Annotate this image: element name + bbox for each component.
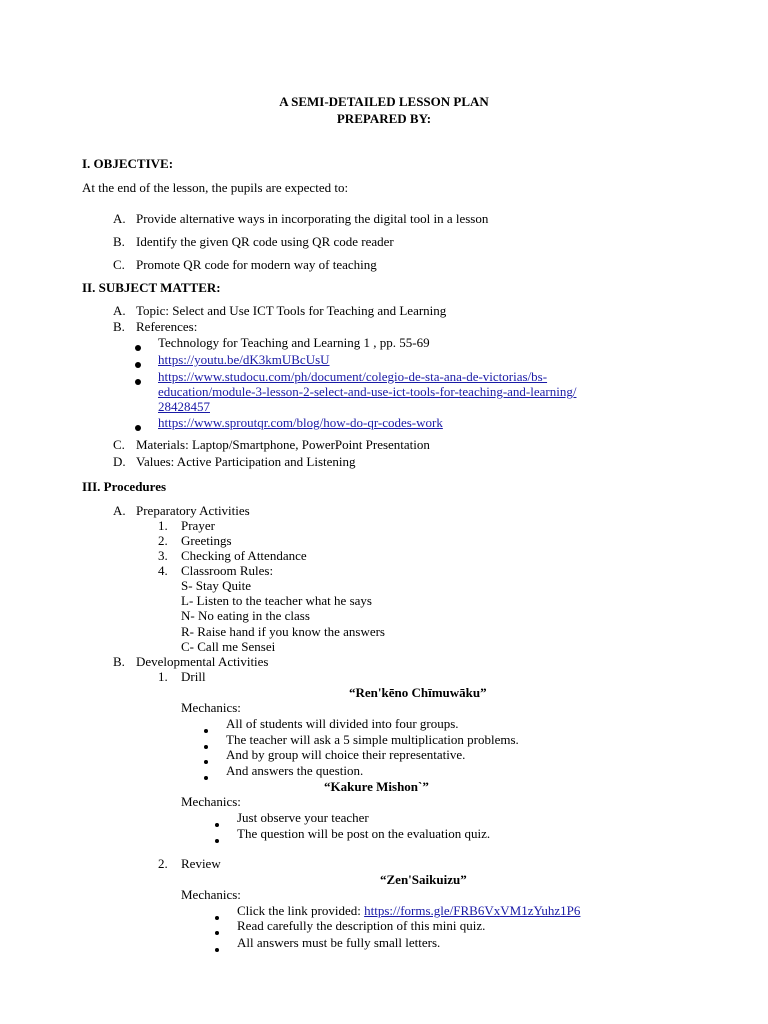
rule-item: L- Listen to the teacher what he says xyxy=(181,593,372,608)
preparatory-activities-label: Preparatory Activities xyxy=(136,503,250,518)
game2-title: “Kakure Mishon`” xyxy=(324,779,429,794)
game3-click-text: Click the link provided: xyxy=(237,903,365,918)
game2-item: The question will be post on the evaluation quiz. xyxy=(237,826,491,841)
subject-marker-a: A. xyxy=(113,303,126,318)
quiz-form-link[interactable]: https://forms.gle/FRB6VxVM1zYuhz1P6 xyxy=(364,903,581,918)
mechanics-label: Mechanics: xyxy=(181,887,241,902)
reference-book: Technology for Teaching and Learning 1 , pp. 55-69 xyxy=(158,335,430,350)
reference-link-studocu-line3[interactable]: 28428457 xyxy=(158,399,210,414)
objective-item-b: Identify the given QR code using QR code reader xyxy=(136,234,394,249)
subject-marker-c: C. xyxy=(113,437,125,452)
review-label: Review xyxy=(181,856,221,871)
game1-item: And by group will choice their representative. xyxy=(226,747,466,762)
bullet-icon xyxy=(135,356,141,371)
bullet-icon xyxy=(204,737,208,752)
objective-marker-c: C. xyxy=(113,257,125,272)
prep-number: 4. xyxy=(158,563,168,578)
game3-title: “Zen'Saikuizu” xyxy=(380,872,467,887)
objective-item-c: Promote QR code for modern way of teaching xyxy=(136,257,377,272)
prepared-by-label: PREPARED BY: xyxy=(336,111,432,126)
game1-title: “Ren'kēno Chīmuwāku” xyxy=(349,685,487,700)
reference-link-studocu-line2[interactable]: education/module-3-lesson-2-select-and-use-ict-tools-for-teaching-and-learning/ xyxy=(158,384,577,399)
objective-intro: At the end of the lesson, the pupils are expected to: xyxy=(82,180,349,195)
reference-link-sproutqr[interactable]: https://www.sproutqr.com/blog/how-do-qr-codes-work xyxy=(158,415,443,430)
game1-item: And answers the question. xyxy=(226,763,364,778)
objective-marker-b: B. xyxy=(113,234,125,249)
subject-references-label: References: xyxy=(136,319,198,334)
rule-item: N- No eating in the class xyxy=(181,608,310,623)
review-number: 2. xyxy=(158,856,168,871)
game3-item xyxy=(237,903,580,918)
prep-number: 2. xyxy=(158,533,168,548)
rule-item: R- Raise hand if you know the answers xyxy=(181,624,385,639)
bullet-icon xyxy=(215,831,219,846)
game3-item: Read carefully the description of this mini quiz. xyxy=(237,918,486,933)
objective-heading: I. OBJECTIVE: xyxy=(82,156,174,171)
subject-marker-b: B. xyxy=(113,319,125,334)
bullet-icon xyxy=(215,815,219,830)
bullet-icon xyxy=(215,923,219,938)
subject-values: Values: Active Participation and Listening xyxy=(136,454,356,469)
bullet-icon xyxy=(204,768,208,783)
bullet-icon xyxy=(215,940,219,955)
prep-item: Prayer xyxy=(181,518,215,533)
prep-number: 3. xyxy=(158,548,168,563)
developmental-activities-label: Developmental Activities xyxy=(136,654,269,669)
subject-heading: II. SUBJECT MATTER: xyxy=(82,280,221,295)
game2-item: Just observe your teacher xyxy=(237,810,369,825)
drill-label: Drill xyxy=(181,669,206,684)
procedures-marker-b: B. xyxy=(113,654,125,669)
bullet-icon xyxy=(204,721,208,736)
reference-link-youtube[interactable]: https://youtu.be/dK3kmUBcUsU xyxy=(158,352,330,367)
objective-item-a: Provide alternative ways in incorporating the digital tool in a lesson xyxy=(136,211,489,226)
procedures-heading: III. Procedures xyxy=(82,479,167,494)
bullet-icon xyxy=(135,419,141,434)
reference-link-studocu-line1[interactable]: https://www.studocu.com/ph/document/colegio-de-sta-ana-de-victorias/bs- xyxy=(158,369,548,384)
bullet-icon xyxy=(135,339,141,354)
prep-item: Greetings xyxy=(181,533,232,548)
bullet-icon xyxy=(215,908,219,923)
game1-item: All of students will divided into four groups. xyxy=(226,716,459,731)
subject-marker-d: D. xyxy=(113,454,126,469)
drill-number: 1. xyxy=(158,669,168,684)
objective-marker-a: A. xyxy=(113,211,126,226)
prep-item: Checking of Attendance xyxy=(181,548,307,563)
mechanics-label: Mechanics: xyxy=(181,700,241,715)
game1-item: The teacher will ask a 5 simple multiplication problems. xyxy=(226,732,519,747)
bullet-icon xyxy=(204,752,208,767)
game3-item: All answers must be fully small letters. xyxy=(237,935,441,950)
prep-number: 1. xyxy=(158,518,168,533)
rule-item: S- Stay Quite xyxy=(181,578,252,593)
procedures-marker-a: A. xyxy=(113,503,126,518)
rule-item: C- Call me Sensei xyxy=(181,639,276,654)
prep-item: Classroom Rules: xyxy=(181,563,274,578)
subject-materials: Materials: Laptop/Smartphone, PowerPoint Presentation xyxy=(136,437,430,452)
document-title: A SEMI-DETAILED LESSON PLAN xyxy=(279,94,489,109)
mechanics-label: Mechanics: xyxy=(181,794,241,809)
subject-topic: Topic: Select and Use ICT Tools for Teaching and Learning xyxy=(136,303,447,318)
bullet-icon xyxy=(135,373,141,388)
